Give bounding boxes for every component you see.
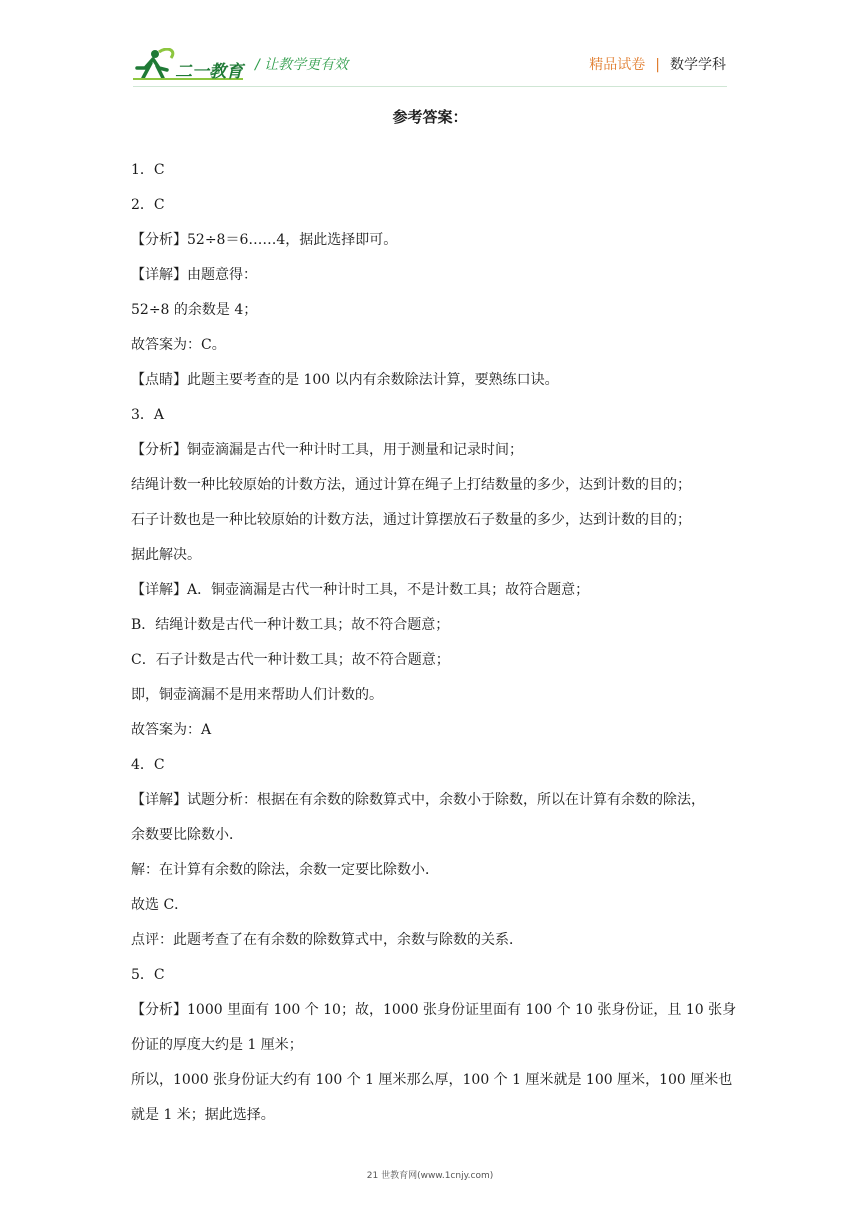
text-line: 【分析】铜壶滴漏是古代一种计时工具，用于测量和记录时间； [131, 442, 523, 458]
text-line: 即，铜壶滴漏不是用来帮助人们计数的。 [131, 687, 383, 703]
page-header [0, 0, 860, 90]
text-line: 据此解决。 [131, 547, 201, 563]
logo-text: 二一教育 [175, 62, 243, 82]
text-line: 余数要比除数小． [131, 827, 243, 843]
text-line: 结绳计数一种比较原始的计数方法，通过计算在绳子上打结数量的多少，达到计数的目的； [131, 477, 691, 493]
text-line: 【详解】由题意得： [131, 267, 257, 283]
answer-content [131, 153, 737, 1133]
text-line: 故选 C． [131, 897, 189, 913]
premium-tag: 精品试卷 [589, 57, 646, 73]
page-title: 参考答案： [392, 108, 468, 126]
subject-tag: 数学学科 [670, 57, 726, 73]
text-line: 52÷8 的余数是 4； [131, 302, 258, 318]
text-line: 5．C [131, 967, 165, 983]
text-line: 【分析】52÷8＝6……4，据此选择即可。 [131, 232, 398, 248]
text-line: 【分析】1000 里面有 100 个 10；故，1000 张身份证里面有 100 个 10 张身份证，且 10 张身 [131, 1002, 737, 1018]
text-line: C．石子计数是古代一种计数工具；故不符合题意； [131, 652, 450, 668]
text-line: 故答案为：A [131, 722, 212, 738]
text-line: 3．A [131, 407, 165, 423]
text-line: 份证的厚度大约是 1 厘米； [131, 1037, 303, 1053]
brand-logo [133, 48, 243, 82]
text-line: 所以，1000 张身份证大约有 100 个 1 厘米那么厚，100 个 1 厘米就是 100 厘米，100 厘米也 [131, 1072, 733, 1088]
header-tags [589, 54, 726, 74]
text-line: B．结绳计数是古代一种计数工具；故不符合题意； [131, 617, 450, 633]
text-line: 1．C [131, 162, 165, 178]
text-line: 【点睛】此题主要考查的是 100 以内有余数除法计算，要熟练口诀。 [131, 372, 559, 388]
text-line: 就是 1 米；据此选择。 [131, 1107, 275, 1123]
text-line: 【详解】A．铜壶滴漏是古代一种计时工具，不是计数工具；故符合题意； [131, 582, 590, 598]
text-line: 4．C [131, 757, 165, 773]
text-line: 【详解】试题分析：根据在有余数的除数算式中，余数小于除数，所以在计算有余数的除法， [131, 792, 705, 808]
text-line: 故答案为：C。 [131, 337, 226, 353]
slogan: / 让教学更有效 [255, 57, 349, 73]
page-footer: 21 世教育网(www.1cnjy.com) [366, 1171, 494, 1181]
text-line: 2．C [131, 197, 165, 213]
header-divider [133, 86, 727, 87]
text-line: 点评：此题考查了在有余数的除数算式中，余数与除数的关系． [131, 932, 523, 948]
tag-separator: | [655, 57, 660, 73]
text-line: 解：在计算有余数的除法，余数一定要比除数小． [131, 862, 439, 878]
text-line: 石子计数也是一种比较原始的计数方法，通过计算摆放石子数量的多少，达到计数的目的； [131, 512, 691, 528]
